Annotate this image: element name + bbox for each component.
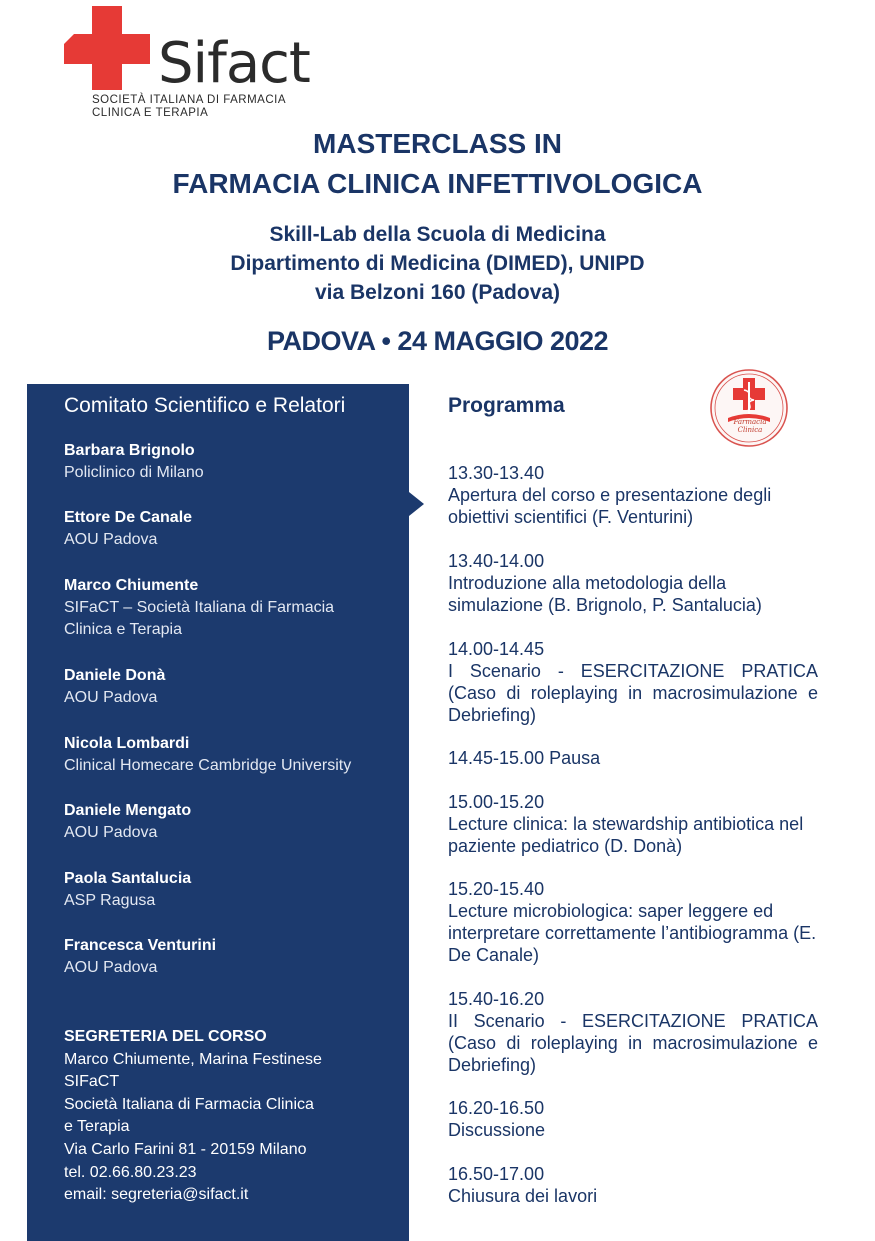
program-time: 15.00-15.20 — [448, 792, 545, 812]
program-heading: Programma — [448, 394, 565, 417]
venue-line-2: Dipartimento di Medicina (DIMED), UNIPD — [230, 252, 645, 275]
committee-member — [64, 440, 404, 484]
program-item — [448, 1163, 818, 1207]
member-affiliation: Policlinico di Milano — [64, 464, 204, 481]
member-name: Francesca Venturini — [64, 937, 217, 954]
secretariat-email[interactable]: email: segreteria@sifact.it — [64, 1186, 249, 1204]
secretariat-line: SIFaCT — [64, 1073, 120, 1091]
member-affiliation: AOU Padova — [64, 959, 158, 976]
secretariat-heading: SEGRETERIA DEL CORSO — [64, 1028, 267, 1045]
program-time: 13.40-14.00 — [448, 551, 545, 571]
program-item — [448, 550, 818, 616]
member-name: Daniele Mengato — [64, 802, 192, 819]
committee-member — [64, 507, 404, 551]
member-affiliation: Clinical Homecare Cambridge University — [64, 757, 352, 774]
program-item — [448, 462, 818, 528]
committee-member — [64, 800, 404, 844]
program-text: Apertura del corso e presentazione degli obiettivi scientifici (F. Venturini) — [448, 485, 772, 527]
program-item — [448, 1097, 818, 1141]
logo-subtitle-2: CLINICA E TERAPIA — [92, 107, 209, 119]
title-line-2: FARMACIA CLINICA INFETTIVOLOGICA — [172, 168, 703, 199]
program-item — [448, 638, 818, 726]
member-affiliation: SIFaCT – Società Italiana di Farmacia — [64, 599, 335, 616]
committee-heading: Comitato Scientifico e Relatori — [64, 394, 346, 417]
member-name: Daniele Donà — [64, 667, 166, 684]
program-text: Lecture microbiologica: saper leggere ed interpretare correttamente l’antibiogramma (E. De Canale) — [448, 901, 817, 965]
program-text: Discussione — [448, 1120, 546, 1140]
program-item — [448, 988, 818, 1076]
program-item — [448, 791, 818, 857]
committee-member — [64, 665, 404, 709]
program-item — [448, 878, 818, 966]
program-time: 15.20-15.40 — [448, 879, 545, 899]
secretariat-line: Marco Chiumente, Marina Festinese — [64, 1050, 322, 1068]
member-name: Paola Santalucia — [64, 870, 192, 887]
program-time: 15.40-16.20 — [448, 989, 545, 1009]
secretariat-address: Via Carlo Farini 81 - 20159 Milano — [64, 1140, 307, 1158]
committee-member — [64, 935, 404, 979]
logo-wordmark: Sifact — [158, 31, 310, 96]
program-text: I Scenario - ESERCITAZIONE PRATICA (Caso di roleplaying in macrosimulazione e Debriefing) — [448, 661, 818, 725]
program-text: II Scenario - ESERCITAZIONE PRATICA (Caso di roleplaying in macrosimulazione e Debriefing) — [448, 1011, 818, 1075]
program-time: 14.00-14.45 — [448, 639, 545, 659]
program-time: 16.50-17.00 — [448, 1164, 545, 1184]
committee-member — [64, 575, 404, 641]
committee-member — [64, 733, 404, 777]
venue-block — [0, 220, 875, 307]
member-affiliation: AOU Padova — [64, 689, 158, 706]
event-date: PADOVA • 24 MAGGIO 2022 — [266, 326, 609, 356]
farmacia-clinica-stamp-icon — [708, 368, 790, 448]
venue-line-1: Skill-Lab della Scuola di Medicina — [269, 223, 606, 246]
title-line-1: MASTERCLASS IN — [313, 128, 562, 159]
secretariat-line: Società Italiana di Farmacia Clinica — [64, 1095, 314, 1113]
committee-member — [64, 868, 404, 912]
venue-line-3: via Belzoni 160 (Padova) — [314, 281, 561, 304]
program-text: Introduzione alla metodologia della simulazione (B. Brignolo, P. Santalucia) — [448, 573, 762, 615]
member-affiliation-2: Clinica e Terapia — [64, 621, 182, 638]
secretariat-phone: tel. 02.66.80.23.23 — [64, 1163, 197, 1181]
program-time: 13.30-13.40 — [448, 463, 545, 483]
program-text: Lecture clinica: la stewardship antibiotica nel paziente pediatrico (D. Donà) — [448, 814, 804, 856]
member-name: Barbara Brignolo — [64, 442, 195, 459]
secretariat-line: e Terapia — [64, 1118, 130, 1136]
program-item — [448, 747, 818, 769]
secretariat-block — [64, 1026, 404, 1207]
member-name: Nicola Lombardi — [64, 735, 190, 752]
member-affiliation: AOU Padova — [64, 531, 158, 548]
member-name: Ettore De Canale — [64, 509, 193, 526]
logo-subtitle: SOCIETÀ ITALIANA DI FARMACIA — [92, 94, 286, 106]
member-affiliation: ASP Ragusa — [64, 892, 156, 909]
panel-pointer-arrow — [409, 492, 424, 516]
sifact-logo — [64, 6, 310, 119]
member-affiliation: AOU Padova — [64, 824, 158, 841]
page-title — [0, 124, 875, 204]
committee-panel — [27, 384, 409, 1241]
stamp-caption: Farmacia Clinica — [733, 418, 767, 434]
program-time: 14.45-15.00 Pausa — [448, 748, 601, 768]
member-name: Marco Chiumente — [64, 577, 199, 594]
program-time: 16.20-16.50 — [448, 1098, 545, 1118]
program-text: Chiusura dei lavori — [448, 1186, 598, 1206]
